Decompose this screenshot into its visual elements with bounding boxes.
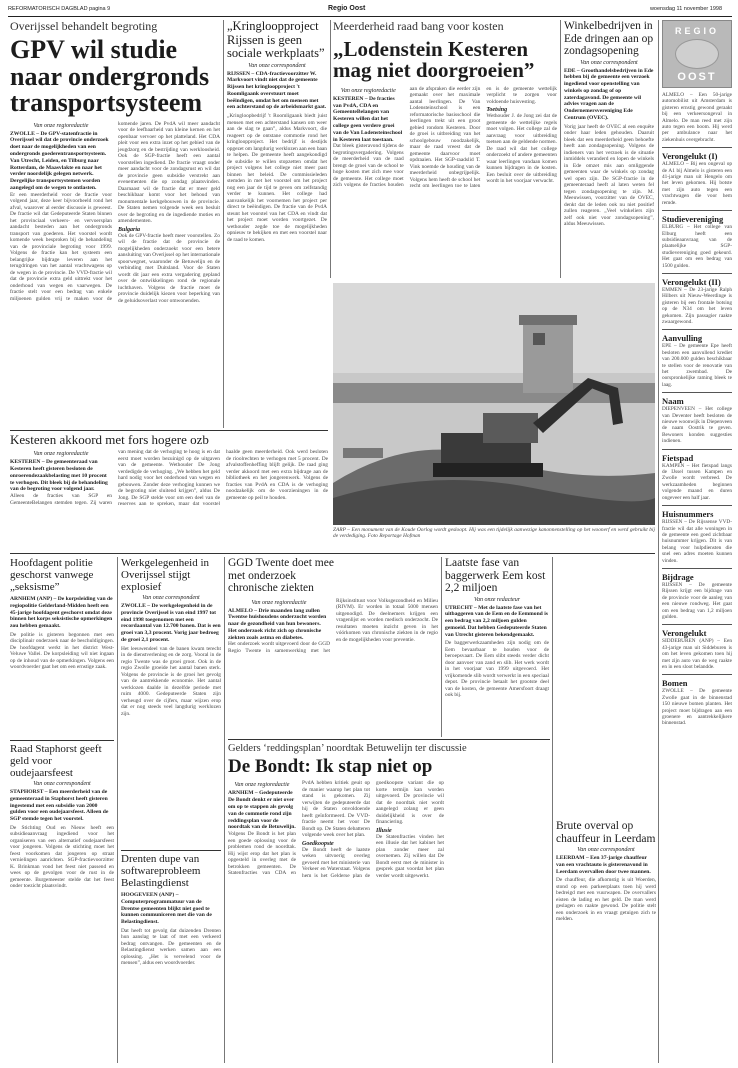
article-lead: RIJSSEN – CDA-fractievoorzitter W. Markvoort vindt niet dat de gemeente Rijssen het kringloopproject 't Roomligaank overstuurt moet beëindigen, omdat het om mensen met een achterstand op de arbeidsmarkt gaat. [227,70,327,111]
article-headline: „Kringloopproject Rijssen is geen sociale werkplaats” [227,20,325,60]
column-rule [552,557,553,1063]
regio-map-icon [675,39,719,69]
article-subhead: Toetsing [486,107,508,114]
article-byline: Van onze correspondent [33,781,91,787]
article-drenten [121,853,221,1063]
article-body: Volgens De Bondt is het plan een goede oplossing voor de problemen rond de noordtak. Hij wijst erop dat het plan is opgesteld in overleg met de betrokken gemeenten. De Statenfracties van CDA en PvdA hebben kritiek geuit op de manier waarop het plan tot stand is gekomen. Zij verwijten de gedeputeerde dat hij de Staten onvoldoende heeft geïnformeerd. De VVD-fractie neemt het voor De Bondt op. De Staten debatteren volgende week over het plan. [228,780,370,877]
brief-body: ELBURG – Het college van Elburg heeft een subsidieaanvraag van de plaatselijke SGP-studievereniging goed gekeurd. Het gaat om een bedrag van 1500 gulden. [662,224,732,269]
brief-title: Verongelukt [662,624,732,638]
article-kicker: Meerderheid raad bang voor kosten [333,20,504,33]
brief-body: RIJSSEN – De gemeente Rijssen krijgt een bijdrage van de provincie voor de aanleg van een nieuwe rondweg. Het gaat om een bedrag van 1,2 miljoen gulden. [662,581,732,620]
article-ggd-twente [228,557,438,735]
section-rule [121,850,221,851]
article-byline: Van onze correspondent [248,62,306,69]
article-lead: ARNHEM – Gedeputeerde De Bondt denkt er niet over om op te stappen als gevolg van de commotie rond zijn reddingsplan voor de noordtak van de Betuwelijn. [228,790,296,831]
section-rule [10,430,328,431]
newspaper-page [8,0,732,1068]
article-byline: Van onze redacteur [473,596,521,603]
section-rule [10,553,655,554]
article-body: Er een meerderheid voor de fractie voor volgend jaar, deze keer bijvoorbeeld rond het afval, waarover al eerder discussie is geweest. De fractie wil dat Gedeputeerde Staten binnen het provinciaal verkeers- en vervoersplan aandacht besteden aan het ondergronds transport van goederen. Het voorstel wordt komende week besproken bij de behandeling van de provinciale begroting voor 1999. Volgens de fractie kan het systeem een belangrijke bijdrage leveren aan het terugdringen van het aantal vrachtwagens op de wegen in de provincie. De VVD-fractie wil dat de provincie extra geld uittrekt voor het onderhoud van wegen en vaarwegen. De fractie stelt voor een bedrag van enkele miljoenen gulden vrij te maken voor de komende jaren. De PvdA wil meer aandacht voor de leefbaarheid van kleine kernen en het openbaar vervoer op het platteland. Het CDA pleit voor een extra inzet op het gebied van de jeugdzorg en de bestrijding van werkloosheid. Ook de SGP-fractie heeft een aantal voorstellen ingediend. De fractie vraagt onder meer aandacht voor de zondagsrust en wil dat de provincie geen subsidie verstrekt aan evenementen die op zondag plaatsvinden. Daarnaast wil de fractie dat er meer geld beschikbaar komt voor het behoud van monumentale kerkgebouwen in de provincie. De Staten nemen volgende week een besluit over de begroting en de ingediende moties en amendementen. [10,120,220,302]
article-body: Het onderzoek wordt uitgevoerd door de GGD Regio Twente in samenwerking met het Rijksinstituut voor Volksgezondheid en Milieu (RIVM). Er worden in totaal 5000 mensen uitgenodigd. De deelnemers krijgen een vragenlijst en worden medisch onderzocht. De resultaten moeten inzicht geven in het vóórkomen van chronische ziekten in de regio en de mogelijkheden voor preventie. [228,597,438,654]
article-headline: Raad Staphorst geeft geld voor oudejaarsfeest [10,743,102,779]
brief-body: ALMELO – Bij een ongeval op de A1 bij Almelo is gisteren een 41-jarige man uit Hengelo om het leven gekomen. Hij botste met zijn auto tegen een vrachtwagen die voor hem remde. [662,161,732,206]
brief-body: KAMPEN – Het fietspad langs de IJssel tussen Kampen en Zwolle wordt verbreed. De werkzaamheden beginnen volgende maand en duren ongeveer een half jaar. [662,462,732,501]
article-lead: ZWOLLE – De werkgelegenheid in de provincie Overijssel is van eind 1997 tot eind 1998 toegenomen met een recordaantal van 12.700 banen. Dat is een groei van 3,3 procent. Vorig jaar bedroeg de groei 2,1 procent. [121,603,221,643]
photo-excavator-image [333,283,655,525]
article-body: Het leeuwendeel van de banen kwam terecht in de dienstverlening en de zorg. Vooral in de regio Twente was de groei groot. Ook in de regio Zwolle groeide het aantal banen sterk. Volgens de provincie is de groei het gevolg van de aantrekkende economie. Het aantal werklozen daalde in dezelfde periode met ruim 4000. Gedeputeerde Staten zijn verheugd over de cijfers, maar wijzen erop dat er nog steeds veel langdurig werklozen zijn. [121,645,221,717]
article-headline: Laatste fase van baggerwerk Eem kost 2,2 miljoen [445,557,546,594]
header-left: REFORMATORISCH DAGBLAD pagina 9 [8,6,111,12]
article-byline: Van onze regioredactie [33,451,89,458]
regio-logo-title: REGIO [674,26,719,36]
column-rule [441,557,442,737]
article-leerdam [445,820,549,1063]
column-rule [223,20,224,428]
article-headline: Drenten dupe van softwareprobleem Belastingdienst [121,853,201,889]
article-ede [564,20,654,278]
column-rule [117,557,118,1063]
article-body: De Stichting Oud en Nieuw heeft een subsidieaanvraag ingediend voor het organiseren van een alternatief oudejaarsfeest voor jongeren. Volgens de stichting moet het feest voorkomen dat jongeren op straat vernielingen aanrichten. SGP-fractievoorzitter K. Brinkman vond het feest niet passend en wees op de gevolgen voor de rust in de gemeente. Burgemeester stelde dat het feest onder toezicht plaatsvindt. [10,824,114,890]
brief-body: SIDDEBUREN (ANP) – Een 43-jarige man uit Siddeburen is om het leven gekomen toen hij met zijn auto van de weg raakte en in een sloot belandde. [662,638,732,670]
running-header [8,5,732,15]
article-lead: UTRECHT – Met de laatste fase van het uitbaggeren van de Eem en de Eemmond is een bedrag van 2,2 miljoen gulden gemoeid. Dat hebben Gedeputeerde Staten van Utrecht gisteren bekendgemaakt. [445,604,548,638]
column-rule [560,20,561,278]
brief-body: ZWOLLE – De gemeente Zwolle gaat in de binnenstad 150 nieuwe bomen planten. Het project moet bijdragen aan een groenere en aantrekkelijkere binnenstad. [662,688,732,727]
header-section: Regio Oost [328,5,366,12]
article-kicker: Overijssel behandelt begroting [10,20,158,33]
article-werkgelegenheid [121,557,221,847]
article-headline: Brute overval op chauffeur in Leerdam [556,820,656,845]
sidebar-regio [662,20,732,1063]
article-body: De politie is gisteren begonnen met een disciplinair onderzoek naar de beschuldigingen. De hoofdagent werkt in het district West-Veluwe Vallei. De korpsleiding wil niet ingaan op de inhoud van de opmerkingen. Volgens een woordvoerder gaat het om een ernstige zaak. [10,631,114,671]
brief-body: RIJSSEN – De Rijssense VVD-fractie wil dat alle woningen in de gemeente een goed zichtbaar huisnummer krijgen. Dit is van belang voor hulpdiensten die snel een adres moeten kunnen vinden. [662,519,732,564]
article-subhead: Goedkoopste [302,840,334,847]
article-byline: Van onze correspondent [577,847,635,853]
briefs-list [662,92,732,727]
article-headline: Winkelbedrijven in Ede dringen aan op zondagsopening [564,20,654,57]
brief-title: Bijdrage [662,568,732,582]
article-lead: ALMELO – Drie maanden lang zullen Twentse huishoudens onderzocht worden naar de gezondheid van hun bewoners. Het onderzoek richt zich op chronische ziekten zoals astma en diabetes. [228,607,327,641]
article-headline: De Bondt: Ik stap niet op [228,756,433,777]
article-body: Dat heeft tot gevolg dat duizenden Drenten hun aanslag te laat of met een verkeerd bedrag ontvangen. De gemeenten en de Belastingdienst werken samen aan een oplossing. „Het is vervelend voor de mensen”, aldus een woordvoerder. [121,927,221,967]
article-body: De baggerwerkzaamheden zijn nodig om de Eem bevaarbaar te houden voor de beroepsvaart. De Eem slibt steeds verder dicht door aanvoer van zand en slib. Het werk wordt in het voorjaar van 1999 uitgevoerd. Het vrijkomende slib wordt verwerkt in een speciaal depot. De provincie betaalt het grootste deel van de kosten, de gemeente Amersfoort draagt ook bij. [445,640,549,699]
article-subhead-2: Illusie [376,827,392,834]
article-body: Alleen de fracties van SGP en GemeenteBelangen stemden tegen. Zij waren van mening dat de verhoging te hoog is en dat eerst moet worden bezuinigd op de uitgaven van de gemeente. Wethouder De Jong verdedigde de verhoging. „We hebben het geld hard nodig voor het onderhoud van wegen en gebouwen. Zonder deze verhoging kunnen we de begroting niet sluitend krijgen”, aldus De Jong. De SGP stelde voor om een deel van de reserves aan te spreken, maar dat voorstel haalde geen meerderheid. Ook werd besloten de rioolrechten te verhogen met 5 procent. De afvalstoffenheffing blijft gelijk. De raad ging verder akkoord met een extra bijdrage aan de bibliotheek en het jongerenwerk. Volgens de fracties van PvdA en CDA is de verhoging noodzakelijk om de voorzieningen in de gemeente op peil te houden. [10,449,328,508]
article-headline: GPV wil studie naar ondergronds transportsysteem [10,35,210,118]
article-headline: „Lodenstein Kesteren mag niet doorgroeien” [333,37,535,83]
article-body-2: Ook de GPV-fractie heeft meer voorstellen. Zo wil de fractie dat de provincie de mogelijkheden onderzoekt voor een betere aansluiting van Overijssel op het internationale spoorwegnet, waaronder de Betuwelijn en de verbinding met Duitsland. Voor de Staten wordt dit jaar een extra vergadering gepland over de ontwikkelingen rond de regionale luchthaven. Volgens de fractie moet de provincie duidelijk kiezen voor beperking van de geluidsoverlast voor omwonenden. [118,232,220,304]
brief-title: Fietspad [662,449,732,463]
article-byline: Van onze regioredactie [251,599,307,606]
column-rule [224,557,225,1063]
brief-title: Aanvulling [662,329,732,343]
column-rule [658,20,659,1063]
article-headline: GGD Twente doet mee met onderzoek chronische ziekten [228,557,334,594]
article-lead: STAPHORST – Een meerderheid van de gemeenteraad in Staphorst heeft gisteren ingestemd met een subsidie van 2000 gulden voor een oudejaarsfeest. Alleen de SGP stemde tegen het voorstel. [10,789,109,823]
article-hoofdagent [10,557,114,737]
article-lead: EDE – Groothandelsbedrijven in Ede hebben bij de gemeente een verzoek ingediend voor openstelling van winkels op zondag of op zaterdagavond. De gemeente wil advies vragen aan de Ondernemersvereniging Ede Centrum (OVEC). [564,67,654,122]
photo-demolition [333,283,655,525]
section-rule [10,740,114,741]
article-subhead: Bulgaria [118,226,141,233]
article-kicker: Gelders ‘reddingsplan’ noordtak Betuwelijn ter discussie [228,743,467,754]
article-lodenstein [333,20,557,278]
brief-title: Studievereniging [662,210,732,224]
section-rule [228,739,550,740]
article-byline: Van onze regioredactie [234,782,290,789]
article-lead: HOOGEVEEN (ANP) – Computerprogrammatuur van de Drentse gemeenten blijkt niet goed te kunnen communiceren met die van de Belastingdienst. [121,892,212,926]
column-rule [330,20,331,278]
article-lead: ZWOLLE – De GPV-statenfractie in Overijssel wil dat de provincie onderzoek doet naar de mogelijkheden van een ondergronds goederentransportsysteem. Van Utrecht, Leiden, en Tilburg naar Rotterdam, de Maasvlakte en naar het verder noordelijk gelegen netwerk. Dergelijke transportsystemen worden aangelegd om de wegen te ontlasten. [10,130,109,191]
article-byline: Van onze regioredactie [340,87,396,94]
regio-logo-sub: OOST [677,71,717,83]
brief-title: Verongelukt (I) [662,147,732,161]
brief-body: EPE – De gemeente Epe heeft besloten een aanvullend krediet van 200.000 gulden beschikbaar te stellen voor de renovatie van het zwembad. De oorspronkelijke raming bleek te laag. [662,343,732,388]
brief-body: EMMEN – De 23-jarige Ralph Hilbers uit Nieuw-Weerdinge is gisteren bij een frontale botsing op de N34 om het leven gekomen. Zijn passagier raakte zwaargewond. [662,286,732,325]
brief-title: Verongelukt (II) [662,273,732,287]
photo-caption: ZARP – Een monument van de Koude Oorlog wordt gesloopt. Hij was een tijdelijk aanwezige kanonnenstelling op het woonerf en werd gebruikt bij de verdediging. Foto Reportage Hofman [333,527,655,540]
brief-title: Naam [662,392,732,406]
article-body: Vorig jaar heeft de OVEC al een enquête onder haar leden gehouden. Daaruit bleek dat een meerderheid geen behoefte heeft aan zondagsopening. Volgens de indieners van het verzoek is de situatie inmiddels veranderd en lopen de winkels in Ede omzet mis aan omliggende gemeenten waar de winkels op zondag wel open zijn. De SGP-fractie in de gemeenteraad heeft al laten weten fel tegen zondagsopening te zijn. M. Meeuwissen, voorzitter van de OVEC, denkt dat de leden ook nu niet positief zullen reageren. „Veel winkeliers zijn zelf ook niet voor zondagsopening”, aldus Meeuwissen. [564,123,654,228]
article-headline: Hoofdagent politie geschorst vanwege „seksisme” [10,557,94,593]
article-byline: Van onze correspondent [580,59,638,66]
article-kesteren-ozb [10,433,328,551]
brief-title: Bomen [662,674,732,688]
article-lead: LEERDAM – Een 37-jarige chauffeur van een vrachtauto is gisterenavond in Leerdam overvallen door twee mannen. [556,855,651,875]
brief-body: DIEPENVEEN – Het college van Deventer heeft besloten de nieuwe woonwijk in Diepenveen de naam Oostrik te geven. Bewoners konden suggesties indienen. [662,406,732,445]
regio-logo [662,20,732,88]
article-headline: Werkgelegenheid in Overijssel stijgt explosief [121,557,209,593]
photo-caption-box [333,527,655,545]
brief-title: Huisnummers [662,505,732,519]
article-leerdam-text [556,820,656,1063]
article-staphorst [10,743,114,1063]
article-lead: KESTEREN – De gemeenteraad van Kesteren heeft gisteren besloten de onroerendezaakbelasting met 10 procent te verhogen. Dit bleek bij de behandeling van de begroting voor volgend jaar. [10,459,108,493]
article-lead: KESTEREN – De fracties van PvdA, CDA en GemeenteBelangen van Kesteren willen dat het college geen verdere groei van de Van Lodensteinschool in Kesteren laat toestaan. [333,95,403,143]
article-body: „Kringloopbedrijf 't Roomligaank biedt juist mensen met een achterstand kansen om weer aan de slag te gaan”, aldus Markvoort, die reageert op de ontstane commotie rond het kringloopproject. Het bedrijf is destijds opgezet om langdurig werklozen aan een baan te helpen. De gemeente heeft aangekondigd de subsidie te willen stopzetten omdat het project volgens het college niet meer past binnen het beleid. De commissieleden stemden in met het voorstel om het project nog een jaar de tijd te geven om zelfstandig verder te kunnen. Het college had aanvankelijk het voornemen het project per direct te beëindigen. De fractie van de PvdA steunt het voorstel van het CDA en vindt dat het project moet worden voortgezet. De wethouder zegde toe de mogelijkheden opnieuw te bekijken en met een voorstel naar de raad te komen. [227,113,327,243]
article-body: De chauffeur, die afkomstig is uit Woerden, stond op een parkeerplaats toen hij werd bedreigd met een vuurwapen. De overvallers eisten de lading en het geld. De man werd geslagen en raakte gewond. De politie stelt een onderzoek in en vraagt getuigen zich te melden. [556,877,656,923]
article-body: Dat bleek gisteravond tijdens de begrotingsvergadering. Volgens de meerderheid van de raad brengt de groei van de school te hoge kosten met zich mee voor de gemeente. Het college moet zich volgens de fracties houden aan de afspraken die eerder zijn gemaakt over het maximale aantal leerlingen. De Van Lodensteinschool is een reformatorische basisschool die leerlingen trekt uit een groot gebied rondom Kesteren. Door de groei is uitbreiding van het schoolgebouw noodzakelijk, maar de raad vreest dat de gemeente daarvoor moet opdraaien. Het SGP-raadslid T. Vink noemde de houding van de meerderheid onbegrijpelijk. Volgens hem heeft de school het recht om leerlingen toe te laten en is de gemeente wettelijk verplicht te zorgen voor voldoende huisvesting. [333,85,557,190]
article-headline: Kesteren akkoord met fors hogere ozb [10,433,209,447]
article-kringloop [227,20,327,428]
article-body-3: De Statenfracties vinden het een illusie dat het kabinet het plan zonder meer zal overnemen. Zij willen dat De Bondt eerst met de minister in gesprek gaat voordat het plan verder wordt uitgewerkt. [376,833,444,879]
brief-body: ALMELO – Een 50-jarige automobilist uit Amsterdam is gisteren ernstig gewond geraakt bij een verkeersongeval in Almelo. De man reed met zijn auto tegen een boom. Hij werd per ambulance naar het ziekenhuis overgebracht. [662,92,732,143]
article-body-2: Wethouder J. de Jong zei dat de gemeente de wettelijke regels moet volgen. Het college zal de aanvraag voor uitbreiding toetsen aan de geldende normen. De raad wil dat het college onderzoekt of andere gemeenten waar leerlingen vandaan komen kunnen bijdragen in de kosten. Een besluit over de uitbreiding wordt in het voorjaar verwacht. [486,113,557,185]
header-rule [8,16,732,17]
header-date: woensdag 11 november 1998 [649,6,722,12]
article-lead: ARNHEM (ANP) – De korpsleiding van de regiopolitie Gelderland-Midden heeft een 45-jarige hoofdagent geschorst omdat deze binnen het korps seksistische opmerkingen zou hebben gemaakt. [10,596,113,630]
article-byline: Van onze regioredactie [33,122,89,129]
article-byline: Van onze correspondent [142,595,200,601]
article-body-2: De Bondt heeft de laatste weken uitvoerig overleg gevoerd met het ministerie van Verkeer en Waterstaat. Volgens hem is het Gelderse plan de goedkoopste variant die op korte termijn kan worden uitgevoerd. De provincie wil dat de noordtak niet wordt aangelegd zolang er geen duidelijkheid is over de financiering. [302,780,444,879]
article-gpv [10,20,220,428]
